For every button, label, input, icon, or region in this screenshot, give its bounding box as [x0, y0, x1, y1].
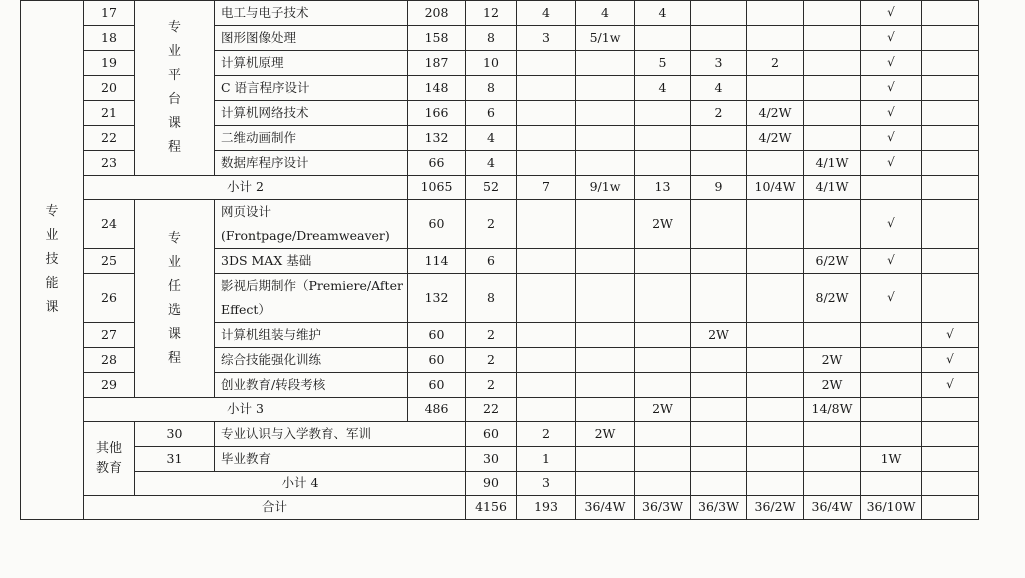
row-number: 27: [84, 323, 135, 348]
semester-cell: 36/4W: [576, 496, 635, 520]
semester-cell: 5: [635, 51, 691, 76]
course-name: [215, 249, 408, 274]
semester-cell: [747, 472, 804, 496]
hours-cell: 60: [408, 200, 466, 249]
semester-cell: [691, 26, 747, 51]
row-number: 18: [84, 26, 135, 51]
course-name-line: (Frontpage/Dreamweaver): [221, 228, 390, 243]
semester-cell: 4/2W: [747, 101, 804, 126]
semester-cell: 4: [635, 1, 691, 26]
course-name-line: 毕业教育: [221, 451, 272, 466]
subtotal-row: [21, 398, 979, 422]
row-number: 17: [84, 1, 135, 26]
course-name-line: 3DS MAX 基础: [221, 253, 312, 268]
semester-cell: [747, 348, 804, 373]
semester-cell: [576, 126, 635, 151]
hours-cell: 132: [408, 274, 466, 323]
table-row: [21, 422, 979, 447]
check-cell: [922, 422, 979, 447]
course-name: [215, 1, 408, 26]
course-name-line: 计算机网络技术: [221, 105, 309, 120]
semester-cell: [747, 76, 804, 101]
semester-cell: 3: [517, 26, 576, 51]
semester-cell: [804, 76, 861, 101]
subcategory-elective-char: 任: [167, 278, 181, 294]
course-name-line: 综合技能强化训练: [221, 352, 322, 367]
hours-cell: 187: [408, 51, 466, 76]
semester-cell: [691, 151, 747, 176]
semester-cell: [635, 126, 691, 151]
semester-cell: [747, 26, 804, 51]
course-name: [215, 51, 408, 76]
semester-cell: 36/2W: [747, 496, 804, 520]
check-cell: √: [861, 200, 922, 249]
semester-cell: [635, 422, 691, 447]
semester-cell: 8/2W: [804, 274, 861, 323]
category-professional-skill-char: 课: [45, 300, 59, 315]
category-other-line: 其他: [95, 440, 122, 456]
credits-cell: 12: [466, 1, 517, 26]
row-number: 31: [135, 447, 215, 472]
check-cell: [922, 274, 979, 323]
course-name: [215, 101, 408, 126]
hours-cell: 1065: [408, 176, 466, 200]
check-cell: [922, 447, 979, 472]
credits-cell: 2: [466, 348, 517, 373]
credits-cell: 2: [466, 373, 517, 398]
row-number: 23: [84, 151, 135, 176]
semester-cell: [576, 348, 635, 373]
course-name: [215, 348, 408, 373]
check-cell: √: [922, 348, 979, 373]
table-row: [21, 200, 979, 249]
semester-cell: [691, 348, 747, 373]
semester-cell: [576, 249, 635, 274]
subcategory-platform-char: 专: [167, 20, 181, 35]
hours-cell: 148: [408, 76, 466, 101]
category-other: [84, 422, 135, 496]
course-name-line: 专业认识与入学教育、军训: [221, 426, 372, 441]
semester-cell: [804, 447, 861, 472]
semester-cell: [576, 447, 635, 472]
check-cell: [922, 200, 979, 249]
semester-cell: [635, 249, 691, 274]
semester-cell: 10/4W: [747, 176, 804, 200]
semester-cell: [635, 447, 691, 472]
check-cell: [922, 51, 979, 76]
semester-cell: [804, 126, 861, 151]
semester-cell: [576, 101, 635, 126]
credits-cell: 6: [466, 101, 517, 126]
semester-cell: [517, 373, 576, 398]
row-number: 21: [84, 101, 135, 126]
check-cell: √: [861, 76, 922, 101]
subtotal-row: [21, 176, 979, 200]
semester-cell: [804, 472, 861, 496]
course-name: [215, 151, 408, 176]
course-name: [215, 76, 408, 101]
semester-cell: 4: [691, 76, 747, 101]
semester-cell: [747, 447, 804, 472]
course-name: [215, 447, 466, 472]
subcategory-platform-char: 业: [167, 44, 181, 59]
semester-cell: [517, 274, 576, 323]
credits-cell: 2: [466, 200, 517, 249]
hours-cell: 486: [408, 398, 466, 422]
semester-cell: 2W: [804, 348, 861, 373]
course-name: [215, 200, 408, 249]
hours-cell: 208: [408, 1, 466, 26]
semester-cell: 5/1w: [576, 26, 635, 51]
credits-cell: 6: [466, 249, 517, 274]
semester-cell: [635, 348, 691, 373]
semester-cell: [804, 51, 861, 76]
semester-cell: [804, 323, 861, 348]
semester-cell: [635, 323, 691, 348]
course-name: [215, 26, 408, 51]
category-professional-skill: [21, 1, 84, 520]
semester-cell: [576, 373, 635, 398]
table-row: [21, 447, 979, 472]
semester-cell: [517, 200, 576, 249]
semester-cell: 4: [517, 1, 576, 26]
semester-cell: [576, 200, 635, 249]
semester-cell: [635, 101, 691, 126]
check-cell: √: [861, 1, 922, 26]
semester-cell: [517, 101, 576, 126]
semester-cell: [576, 151, 635, 176]
credits-cell: 2: [466, 323, 517, 348]
credits-cell: 2: [517, 422, 576, 447]
hours-cell: 60: [408, 323, 466, 348]
semester-cell: 4/1W: [804, 176, 861, 200]
check-cell: [922, 472, 979, 496]
subtotal-label: 小计 4: [135, 472, 466, 496]
semester-cell: 2W: [691, 323, 747, 348]
row-number: 28: [84, 348, 135, 373]
check-cell: √: [861, 274, 922, 323]
category-professional-skill-char: 专: [45, 204, 59, 219]
semester-cell: 2W: [804, 373, 861, 398]
semester-cell: 36/3W: [691, 496, 747, 520]
check-cell: √: [922, 373, 979, 398]
semester-cell: [804, 1, 861, 26]
semester-cell: [747, 398, 804, 422]
semester-cell: 2W: [635, 398, 691, 422]
subcategory-elective-char: 选: [167, 302, 181, 318]
row-number: 20: [84, 76, 135, 101]
semester-cell: [747, 249, 804, 274]
subcategory-elective-char: 业: [167, 254, 181, 270]
semester-cell: [691, 398, 747, 422]
course-name-line: 电工与电子技术: [221, 5, 309, 20]
category-professional-skill-char: 业: [45, 228, 59, 243]
semester-cell: [691, 373, 747, 398]
semester-cell: [747, 422, 804, 447]
semester-cell: [576, 51, 635, 76]
semester-cell: [691, 274, 747, 323]
course-name: [215, 126, 408, 151]
row-number: 19: [84, 51, 135, 76]
semester-cell: [861, 422, 922, 447]
semester-cell: [517, 348, 576, 373]
semester-cell: [517, 323, 576, 348]
hours-cell: 60: [466, 422, 517, 447]
semester-cell: [691, 422, 747, 447]
semester-cell: [517, 151, 576, 176]
semester-cell: [804, 101, 861, 126]
semester-cell: 7: [517, 176, 576, 200]
check-cell: [861, 323, 922, 348]
credits-cell: 8: [466, 274, 517, 323]
row-number: 24: [84, 200, 135, 249]
check-cell: √: [861, 101, 922, 126]
subtotal-row: [21, 472, 979, 496]
check-cell: [861, 373, 922, 398]
semester-cell: [747, 1, 804, 26]
semester-cell: 2W: [635, 200, 691, 249]
check-cell: √: [861, 249, 922, 274]
course-name-line: 图形图像处理: [221, 30, 297, 45]
semester-cell: [861, 472, 922, 496]
check-cell: [922, 176, 979, 200]
check-cell: [922, 249, 979, 274]
check-cell: [922, 26, 979, 51]
semester-cell: [691, 126, 747, 151]
semester-cell: 1W: [861, 447, 922, 472]
subtotal-label: 小计 3: [84, 398, 408, 422]
hours-cell: 66: [408, 151, 466, 176]
semester-cell: [747, 373, 804, 398]
hours-cell: 4156: [466, 496, 517, 520]
check-cell: [922, 126, 979, 151]
check-cell: [922, 76, 979, 101]
semester-cell: [517, 51, 576, 76]
check-cell: √: [922, 323, 979, 348]
course-name-line: 创业教育/转段考核: [221, 377, 326, 392]
credits-cell: 4: [466, 151, 517, 176]
subcategory-platform: [135, 1, 215, 176]
semester-cell: 4: [576, 1, 635, 26]
semester-cell: [747, 200, 804, 249]
check-cell: √: [861, 126, 922, 151]
course-name-line: C 语言程序设计: [221, 80, 310, 95]
semester-cell: 2: [747, 51, 804, 76]
hours-cell: 60: [408, 348, 466, 373]
semester-cell: [804, 26, 861, 51]
category-professional-skill-char: 技: [45, 252, 59, 267]
subcategory-elective: [135, 200, 215, 398]
semester-cell: 4/2W: [747, 126, 804, 151]
semester-cell: 4/1W: [804, 151, 861, 176]
credits-cell: 8: [466, 76, 517, 101]
semester-cell: 2: [691, 101, 747, 126]
course-name: [215, 373, 408, 398]
semester-cell: 36/4W: [804, 496, 861, 520]
credits-cell: 4: [466, 126, 517, 151]
semester-cell: [517, 126, 576, 151]
course-name-line: Effect）: [221, 302, 271, 317]
semester-cell: 2W: [576, 422, 635, 447]
semester-cell: 36/3W: [635, 496, 691, 520]
check-cell: [922, 398, 979, 422]
credits-cell: 52: [466, 176, 517, 200]
semester-cell: [747, 151, 804, 176]
check-cell: [922, 496, 979, 520]
category-other-line: 教育: [95, 460, 122, 476]
course-name: [215, 323, 408, 348]
semester-cell: 13: [635, 176, 691, 200]
course-name-line: 网页设计: [221, 204, 272, 219]
semester-cell: [691, 1, 747, 26]
credits-cell: 22: [466, 398, 517, 422]
subtotal-label: 小计 2: [84, 176, 408, 200]
semester-cell: [691, 249, 747, 274]
check-cell: [861, 348, 922, 373]
semester-cell: [635, 274, 691, 323]
semester-cell: 3: [691, 51, 747, 76]
row-number: 22: [84, 126, 135, 151]
credits-cell: 8: [466, 26, 517, 51]
hours-cell: 166: [408, 101, 466, 126]
hours-cell: 30: [466, 447, 517, 472]
semester-cell: [691, 472, 747, 496]
semester-cell: [576, 323, 635, 348]
subcategory-elective-char: 课: [167, 326, 181, 342]
semester-cell: 14/8W: [804, 398, 861, 422]
subcategory-platform-char: 程: [167, 140, 181, 155]
semester-cell: [747, 274, 804, 323]
table-row: [21, 1, 979, 26]
credits-cell: 10: [466, 51, 517, 76]
row-number: 25: [84, 249, 135, 274]
semester-cell: [635, 151, 691, 176]
semester-cell: [804, 200, 861, 249]
course-name-line: 二维动画制作: [221, 130, 297, 145]
credits-cell: 1: [517, 447, 576, 472]
semester-cell: 4: [635, 76, 691, 101]
semester-cell: [517, 76, 576, 101]
semester-cell: [576, 398, 635, 422]
hours-cell: 158: [408, 26, 466, 51]
check-cell: [861, 176, 922, 200]
subcategory-platform-char: 课: [167, 116, 181, 131]
semester-cell: [747, 323, 804, 348]
hours-cell: 60: [408, 373, 466, 398]
semester-cell: [517, 398, 576, 422]
credits-cell: 3: [517, 472, 576, 496]
hours-cell: 132: [408, 126, 466, 151]
course-name-line: 影视后期制作（Premiere/After: [221, 278, 403, 293]
semester-cell: [517, 249, 576, 274]
course-name-line: 计算机原理: [221, 55, 284, 70]
check-cell: √: [861, 51, 922, 76]
check-cell: √: [861, 26, 922, 51]
course-schedule-table: [20, 0, 979, 520]
semester-cell: [576, 274, 635, 323]
check-cell: [861, 398, 922, 422]
semester-cell: 9: [691, 176, 747, 200]
subcategory-elective-char: 程: [167, 350, 181, 366]
category-professional-skill-char: 能: [45, 276, 59, 291]
row-number: 26: [84, 274, 135, 323]
check-cell: [922, 151, 979, 176]
semester-cell: [691, 447, 747, 472]
semester-cell: [635, 373, 691, 398]
credits-cell: 193: [517, 496, 576, 520]
row-number: 29: [84, 373, 135, 398]
semester-cell: [804, 422, 861, 447]
course-name-line: 数据库程序设计: [221, 155, 309, 170]
total-row: [21, 496, 979, 520]
subcategory-platform-char: 台: [167, 92, 181, 107]
check-cell: √: [861, 151, 922, 176]
semester-cell: [576, 76, 635, 101]
semester-cell: 9/1w: [576, 176, 635, 200]
hours-cell: 90: [466, 472, 517, 496]
semester-cell: [635, 26, 691, 51]
total-label: 合计: [84, 496, 466, 520]
subcategory-platform-char: 平: [167, 68, 181, 83]
semester-cell: 36/10W: [861, 496, 922, 520]
semester-cell: [576, 472, 635, 496]
course-name-line: 计算机组装与维护: [221, 327, 322, 342]
semester-cell: [691, 200, 747, 249]
semester-cell: [635, 472, 691, 496]
row-number: 30: [135, 422, 215, 447]
check-cell: [922, 101, 979, 126]
course-name: [215, 422, 466, 447]
subcategory-elective-char: 专: [167, 230, 181, 246]
hours-cell: 114: [408, 249, 466, 274]
semester-cell: 6/2W: [804, 249, 861, 274]
course-name: [215, 274, 408, 323]
check-cell: [922, 1, 979, 26]
